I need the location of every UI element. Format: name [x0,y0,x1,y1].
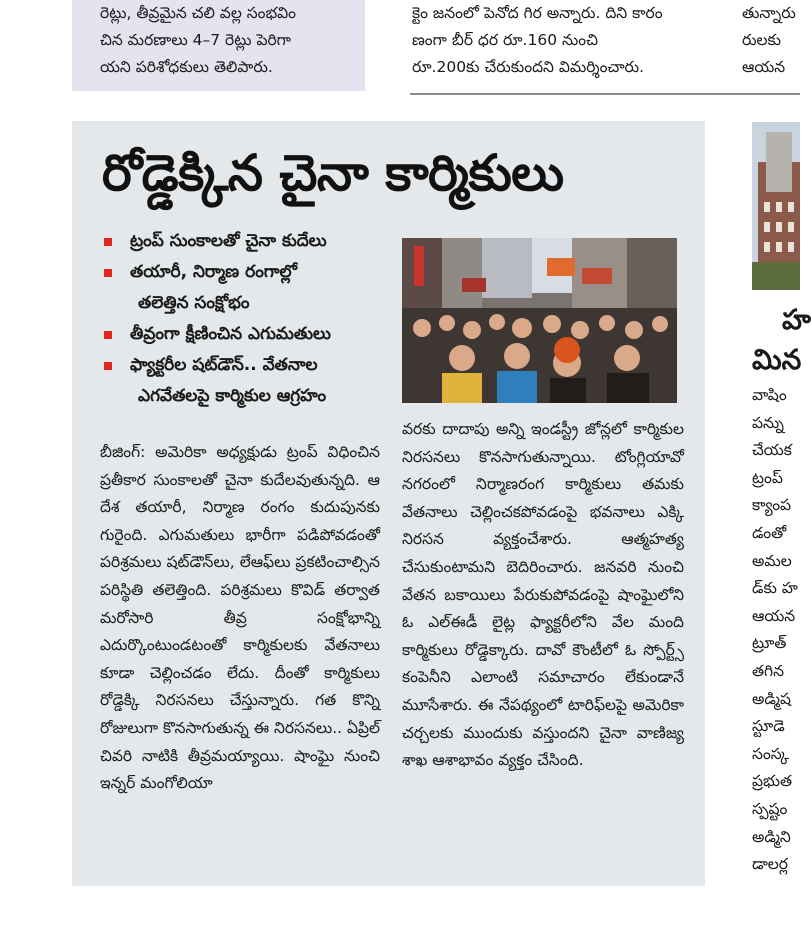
bullet-text-continued: ఎగవేతలపై కార్మికుల ఆగ్రహం [138,386,327,406]
adjacent-article-headline [752,300,811,380]
text-line: తున్నారు [742,4,796,22]
bullet-square-icon [104,362,112,370]
text-line: చిన మరణాలు 4–7 రెట్లు పెరిగా [100,31,291,49]
text-line: యని పరిశోధకులు తెలిపారు. [100,58,273,76]
building-photo-illustration [752,122,800,290]
text-line: రెట్లు, తీవ్రమైన చలి వల్ల సంభవిం [100,4,296,22]
bullet-text: తీవ్రంగా క్షీణించిన ఎగుమతులు [130,324,331,344]
previous-article-text [100,0,355,81]
text-line: ఆయన [752,606,796,625]
text-line: డాలర్ల [752,855,788,874]
bullet-text-continued: తలెత్తిన సంక్షోభం [138,293,250,313]
previous-article-middle [412,0,712,81]
text-line: వాషిం [752,386,787,404]
article-body-right-column: వరకు దాదాపు అన్ని ఇండస్ట్రీ జోన్లలో కార్మికుల నిరసనలు కొనసాగుతున్నాయి. టోంగ్లియావో నగరంలో నిర్మాణరంగ కార్మికులు తమకు వేతనాలు చెల్లించకపోవడంపై భవనాలు ఎక్కి నిరసన వ్యక్తంచేశారు. ఆత్మహత్య చేసుకుంటామని బెదిరించారు. జనవరి నుంచి వేతన బకాయిలు పేరుకుపోవడంపై షాంఘైలోని ఓ ఎల్ఈడీ లైట్ల ఫ్యాక్టరీలోని వేల మంది కార్మికులు రోడ్డెక్కారు. దావో కౌంటీలో ఓ స్పోర్ట్స్ కంపెనీని ఎలాంటి సమాచారం లేకుండానే మూసేశారు. ఈ నేపథ్యంలో టారిఫ్‌లపై అమెరికా చర్చలకు ముందుకు వస్తుందని చైనా వాణిజ్య శాఖ ఆశాభావం వ్యక్తం చేసింది. [402,420,684,770]
headline-line: హ [782,303,811,336]
text-line: స్టూడె [752,717,785,736]
text-line: పన్ను [752,413,784,432]
previous-article-box [72,0,365,91]
headline-line: మిన [752,343,802,376]
protest-photo [402,238,677,403]
protest-photo-illustration [402,238,677,403]
text-line: ప్రభుత [752,772,793,791]
bullet-item [100,257,400,319]
bullet-text: తయారీ, నిర్మాణ రంగాల్లో [130,262,297,282]
adjacent-article-body [752,382,800,879]
bullet-square-icon [104,269,112,277]
text-line: అడ్మిని [752,827,791,846]
section-divider [410,93,800,95]
text-line: డ్‌కు హ [752,579,798,598]
bullet-square-icon [104,238,112,246]
text-line: క్టెం జనంలో పెనోద గిర అన్నారు. దిని కారం [412,4,663,22]
previous-article-right [742,0,800,81]
article-body-left-column: బీజింగ్: అమెరికా అధ్యక్షుడు ట్రంప్ విధించిన ప్రతీకార సుంకాలతో చైనా కుదేలవుతున్నది. ఆ దేశ తయారీ, నిర్మాణ రంగం కుదుపునకు గురైంది. ఎగుమతులు భారీగా పడిపోవడంతో పరిశ్రమలు షట్‌డౌన్‌లు, లేఆఫ్‌లు ప్రకటించాల్సిన పరిస్థితి తలెత్తింది. పరిశ్రమలు కొవిడ్ తర్వాత మరోసారి తీవ్ర సంక్షోభాన్ని ఎదుర్కొంటుండటంతో కార్మికులకు వేతనాలు కూడా చెల్లించడం లేదు. దీంతో కార్మికులు రోడ్డెక్కి నిరసనలు చేస్తున్నారు. గత కొన్ని రోజులుగా కొనసాగుతున్న ఈ నిరసనలు.. ఏప్రిల్ చివరి నాటికి తీవ్రమయ్యాయి. షాంఘై నుంచి ఇన్నర్ మంగోలియా [100,443,381,793]
text-line: సంస్క [752,744,789,763]
bullet-square-icon [104,331,112,339]
bullet-text: ట్రంప్ సుంకాలతో చైనా కుదేలు [130,231,327,251]
text-line: రులకు [742,31,781,49]
bullet-item [100,319,400,350]
text-line: అమల [752,551,792,570]
text-line: స్పష్టం [752,799,788,818]
text-line: ఆయన [742,58,786,76]
bullet-item [100,350,400,412]
text-line: ట్రూత్ [752,634,787,653]
text-line: తగిన [752,661,784,680]
text-line: ణంగా బీర్ ధర రూ.160 నుంచి [412,31,598,49]
text-line: ట్రంప్ [752,468,783,487]
article-headline: రోడ్డెక్కిన చైనా కార్మికులు [102,144,564,202]
bullet-text: ఫ్యాక్టరీల షట్‌డౌన్.. వేతనాల [130,355,318,375]
text-line: రూ.200కు చేరుకుందని విమర్శించారు. [412,58,645,76]
text-line: చేయక [752,441,792,460]
adjacent-article-photo [752,122,800,290]
text-line: క్యాంప [752,496,792,515]
bullet-item [100,226,400,257]
text-line: అడ్మిష [752,689,791,708]
text-line: డంతో [752,523,787,542]
highlight-bullets [100,226,400,412]
news-article [72,121,705,886]
